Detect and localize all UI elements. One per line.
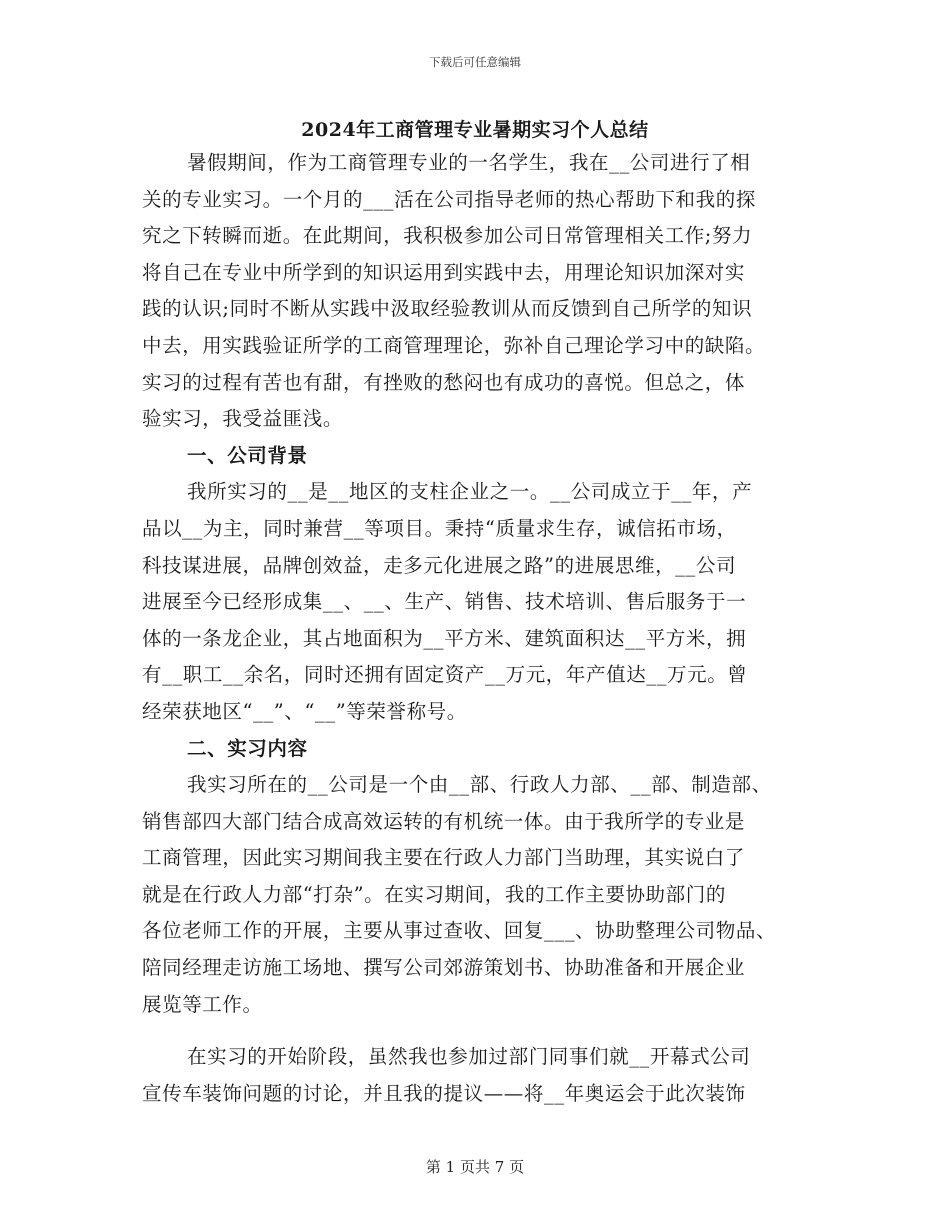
text-line: 品以__为主，同时兼营__等项目。秉持“质量求生存，诚信拓市场， — [142, 516, 737, 540]
text-line: 经荣获地区“__”、“__”等荣誉称号。 — [142, 699, 467, 723]
text-line: 关的专业实习。一个月的___活在公司指导老师的热心帮助下和我的探 — [142, 187, 756, 211]
text-line: 宣传车装饰问题的讨论，并且我的提议——将__年奥运会于此次装饰 — [142, 1081, 746, 1105]
text-line: 究之下转瞬而逝。在此期间，我积极参加公司日常管理相关工作;努力 — [142, 224, 753, 248]
paragraph-gap — [142, 1023, 810, 1039]
text-line: 暑假期间，作为工商管理专业的一名学生，我在__公司进行了相 — [187, 151, 751, 174]
text-line: 践的认识;同时不断从实践中汲取经验教训从而反馈到自己所学的知识 — [142, 297, 753, 321]
text-line: 展览等工作。 — [142, 992, 263, 1016]
text-line: 我所实习的__是__地区的支柱企业之一。__公司成立于__年，产 — [187, 480, 753, 504]
section-heading: 一、公司背景 — [187, 443, 308, 467]
header-note: 下载后可任意编辑 — [429, 55, 521, 69]
document-body — [142, 145, 810, 1112]
text-line: 体的一条龙企业，其占地面积为__平方米、建筑面积达__平方米，拥 — [142, 626, 747, 650]
text-line: 陪同经理走访施工场地、撰写公司郊游策划书、协助准备和开展企业 — [142, 956, 746, 980]
text-line: 我实习所在的__公司是一个由__部、行政人力部、__部、制造部、 — [187, 773, 772, 797]
text-line: 各位老师工作的开展，主要从事过查收、回复___、协助整理公司物品、 — [142, 919, 777, 943]
document-title: 2024年工商管理专业暑期实习个人总结 — [301, 119, 649, 141]
text-line: 实习的过程有苦也有甜，有挫败的愁闷也有成功的喜悦。但总之，体 — [142, 370, 746, 394]
text-line: 工商管理，因此实习期间我主要在行政人力部门当助理，其实说白了 — [142, 846, 746, 870]
page-footer: 第 1 页共 7 页 — [425, 1158, 525, 1176]
text-line: 进展至今已经形成集__、__、生产、销售、技术培训、售后服务于一 — [142, 590, 747, 614]
text-line: 验实习，我受益匪浅。 — [142, 407, 344, 431]
text-line: 中去，用实践验证所学的工商管理理论，弥补自己理论学习中的缺陷。 — [142, 333, 766, 357]
text-line: 销售部四大部门结合成高效运转的有机统一体。由于我所学的专业是 — [142, 809, 746, 833]
text-line: 就是在行政人力部“打杂”。在实习期间，我的工作主要协助部门的 — [142, 882, 726, 906]
text-line: 有__职工__余名，同时还拥有固定资产__万元，年产值达__万元。曾 — [142, 663, 748, 687]
text-line: 将自己在专业中所学到的知识运用到实践中去，用理论知识加深对实 — [142, 260, 746, 284]
section-heading: 二、实习内容 — [187, 736, 308, 760]
text-line: 在实习的开始阶段，虽然我也参加过部门同事们就__开幕式公司 — [187, 1045, 751, 1069]
text-line: 科技谋进展，品牌创效益，走多元化进展之路”的进展思维，__公司 — [142, 553, 737, 577]
